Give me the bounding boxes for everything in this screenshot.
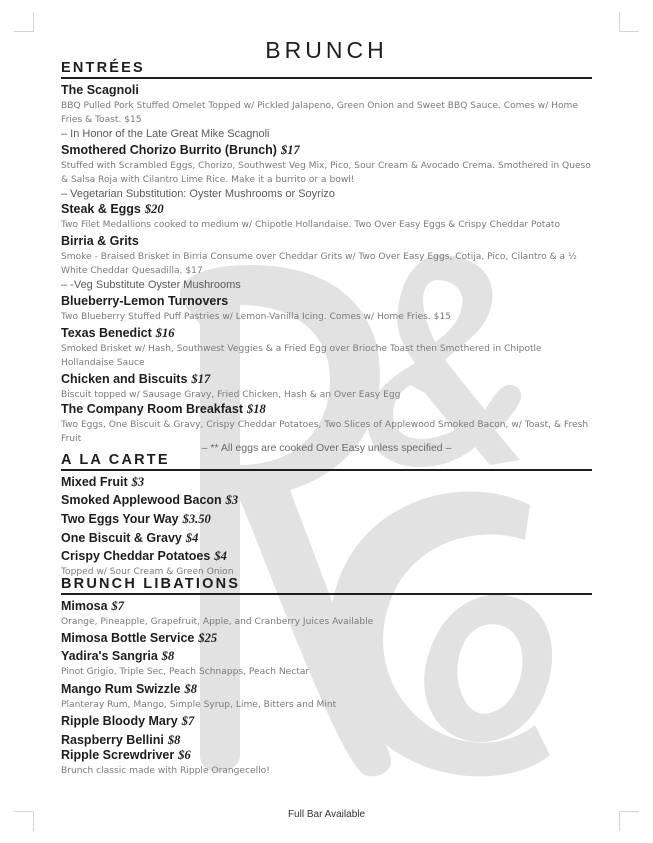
item-name: Raspberry Bellini <box>61 733 164 747</box>
item-description: BBQ Pulled Pork Stuffed Omelet Topped w/ Pickled Jalapeno, Green Onion and Sweet BBQ Sauce. Comes w/ Home Fries & Toast. $15 <box>61 101 579 125</box>
menu-item-sangria <box>61 647 591 679</box>
crop-mark-top-right-v <box>619 12 620 32</box>
item-price: $20 <box>144 202 164 216</box>
menu-item-scagnoli <box>61 81 591 141</box>
menu-item-two-eggs <box>61 510 591 528</box>
section-heading-entrees <box>61 60 592 80</box>
item-description: Orange, Pineapple, Grapefruit, Apple, and Cranberry Juices Available <box>61 617 374 627</box>
menu-item-chicken-biscuits <box>61 370 591 402</box>
item-price: $4 <box>214 549 227 563</box>
item-description: Brunch classic made with Ripple Orangecello! <box>61 766 270 776</box>
item-description: Smoked Brisket w/ Hash, Southwest Veggies & a Fried Egg over Brioche Toast then Smothered in Chipotle Hollandaise Sauce <box>61 344 542 368</box>
menu-item-bacon <box>61 491 591 509</box>
item-name: Crispy Cheddar Potatoes <box>61 549 211 563</box>
item-price: $3 <box>131 475 145 489</box>
item-name: Smothered Chorizo Burrito (Brunch) <box>61 143 277 157</box>
eggs-note: – ** All eggs are cooked Over Easy unless specified – <box>201 442 452 454</box>
item-description: Two Blueberry Stuffed Puff Pastries w/ Lemon-Vanilla Icing. Comes w/ Home Fries. $15 <box>61 312 452 322</box>
item-name: Two Eggs Your Way <box>61 512 179 526</box>
menu-item-screwdriver <box>61 746 591 778</box>
item-description: Pinot Grigio, Triple Sec, Peach Schnapps, Peach Nectar <box>61 667 310 677</box>
item-price: $7 <box>181 714 195 728</box>
item-name: Steak & Eggs <box>61 202 141 216</box>
item-name: One Biscuit & Gravy <box>61 531 182 545</box>
item-price: $8 <box>167 733 181 747</box>
section-heading-alacarte <box>61 452 592 472</box>
crop-mark-top-right-h <box>619 31 639 32</box>
item-description: Two Filet Medallions cooked to medium w/ Chipotle Hollandaise. Two Over Easy Eggs & Crispy Cheddar Potato <box>61 220 561 230</box>
item-description: Biscuit topped w/ Sausage Gravy, Fried Chicken, Hash & an Over Easy Egg <box>61 390 401 400</box>
item-description: Topped w/ Sour Cream & Green Onion <box>61 567 234 577</box>
section-rule <box>61 77 592 79</box>
item-price: $3 <box>225 493 239 507</box>
menu-item-cheddar-potatoes <box>61 547 591 579</box>
item-name: Mixed Fruit <box>61 475 128 489</box>
item-note: – -Veg Substitute Oyster Mushrooms <box>61 279 241 291</box>
item-name: Texas Benedict <box>61 326 152 340</box>
item-price: $16 <box>155 326 175 340</box>
item-note: – Vegetarian Substitution: Oyster Mushrooms or Soyrizo <box>61 188 335 200</box>
item-price: $3.50 <box>182 512 211 526</box>
item-name: Birria & Grits <box>61 234 139 248</box>
section-rule <box>61 593 592 595</box>
item-name: The Scagnoli <box>61 83 139 97</box>
item-name: Blueberry-Lemon Turnovers <box>61 294 229 308</box>
item-name: Mango Rum Swizzle <box>61 682 181 696</box>
menu-item-blueberry-turnovers <box>61 292 591 324</box>
item-name: Mimosa Bottle Service <box>61 631 195 645</box>
menu-item-birria-grits <box>61 232 591 292</box>
item-price: $4 <box>185 531 199 545</box>
item-description: Smoke - Braised Brisket in Birria Consume over Cheddar Grits w/ Two Over Easy Eggs, Cotija, Pico, Cilantro & a ½ White Cheddar Quesadilla. $17 <box>61 252 577 276</box>
item-name: Yadira's Sangria <box>61 649 158 663</box>
section-heading-libations <box>61 576 592 596</box>
section-heading-libations-label: BRUNCH LIBATIONS <box>61 576 241 592</box>
item-price: $25 <box>198 631 218 645</box>
item-name: Smoked Applewood Bacon <box>61 493 222 507</box>
item-price: $8 <box>184 682 197 696</box>
item-description: Two Eggs, One Biscuit & Gravy, Crispy Cheddar Potatoes, Two Slices of Applewood Smoked Bacon, w/ Toast, & Fresh Fruit <box>61 420 589 444</box>
menu-item-steak-eggs <box>61 200 591 232</box>
item-price: $7 <box>111 599 125 613</box>
section-rule <box>61 469 592 471</box>
page-title: BRUNCH <box>265 37 388 63</box>
section-heading-entrees-label: ENTRÉES <box>61 60 145 76</box>
item-name: Chicken and Biscuits <box>61 372 188 386</box>
item-price: $18 <box>246 402 266 416</box>
item-name: Ripple Screwdriver <box>61 748 175 762</box>
menu-item-chorizo-burrito <box>61 141 591 201</box>
crop-mark-top-left-h <box>14 31 34 32</box>
item-name: Mimosa <box>61 599 108 613</box>
menu-item-mimosa <box>61 597 591 629</box>
menu-item-company-room-breakfast <box>61 400 591 446</box>
item-description: Stuffed with Scrambled Eggs, Chorizo, Southwest Veg Mix, Pico, Sour Cream & Avocado Crema. Smothered in Queso & Salsa Roja with Cilantro Lime Rice. Make it a burrito or a bowl! <box>61 161 591 185</box>
item-description: Planteray Rum, Mango, Simple Syrup, Lime, Bitters and Mint <box>61 700 337 710</box>
crop-mark-top-left-v <box>33 12 34 32</box>
footer-note: Full Bar Available <box>287 809 366 820</box>
item-price: $8 <box>161 649 175 663</box>
item-name: Ripple Bloody Mary <box>61 714 178 728</box>
item-name: The Company Room Breakfast <box>61 402 243 416</box>
menu-item-biscuit-gravy <box>61 529 591 547</box>
item-price: $17 <box>280 143 300 157</box>
menu-item-mixed-fruit <box>61 473 591 491</box>
menu-item-bloody-mary <box>61 712 591 730</box>
menu-item-mimosa-bottle <box>61 629 591 647</box>
menu-item-texas-benedict <box>61 324 591 370</box>
item-price: $17 <box>191 372 211 386</box>
section-heading-alacarte-label: A LA CARTE <box>61 452 170 468</box>
menu-item-rum-swizzle <box>61 680 591 712</box>
item-note: – In Honor of the Late Great Mike Scagnoli <box>61 128 270 140</box>
item-price: $6 <box>178 748 191 762</box>
